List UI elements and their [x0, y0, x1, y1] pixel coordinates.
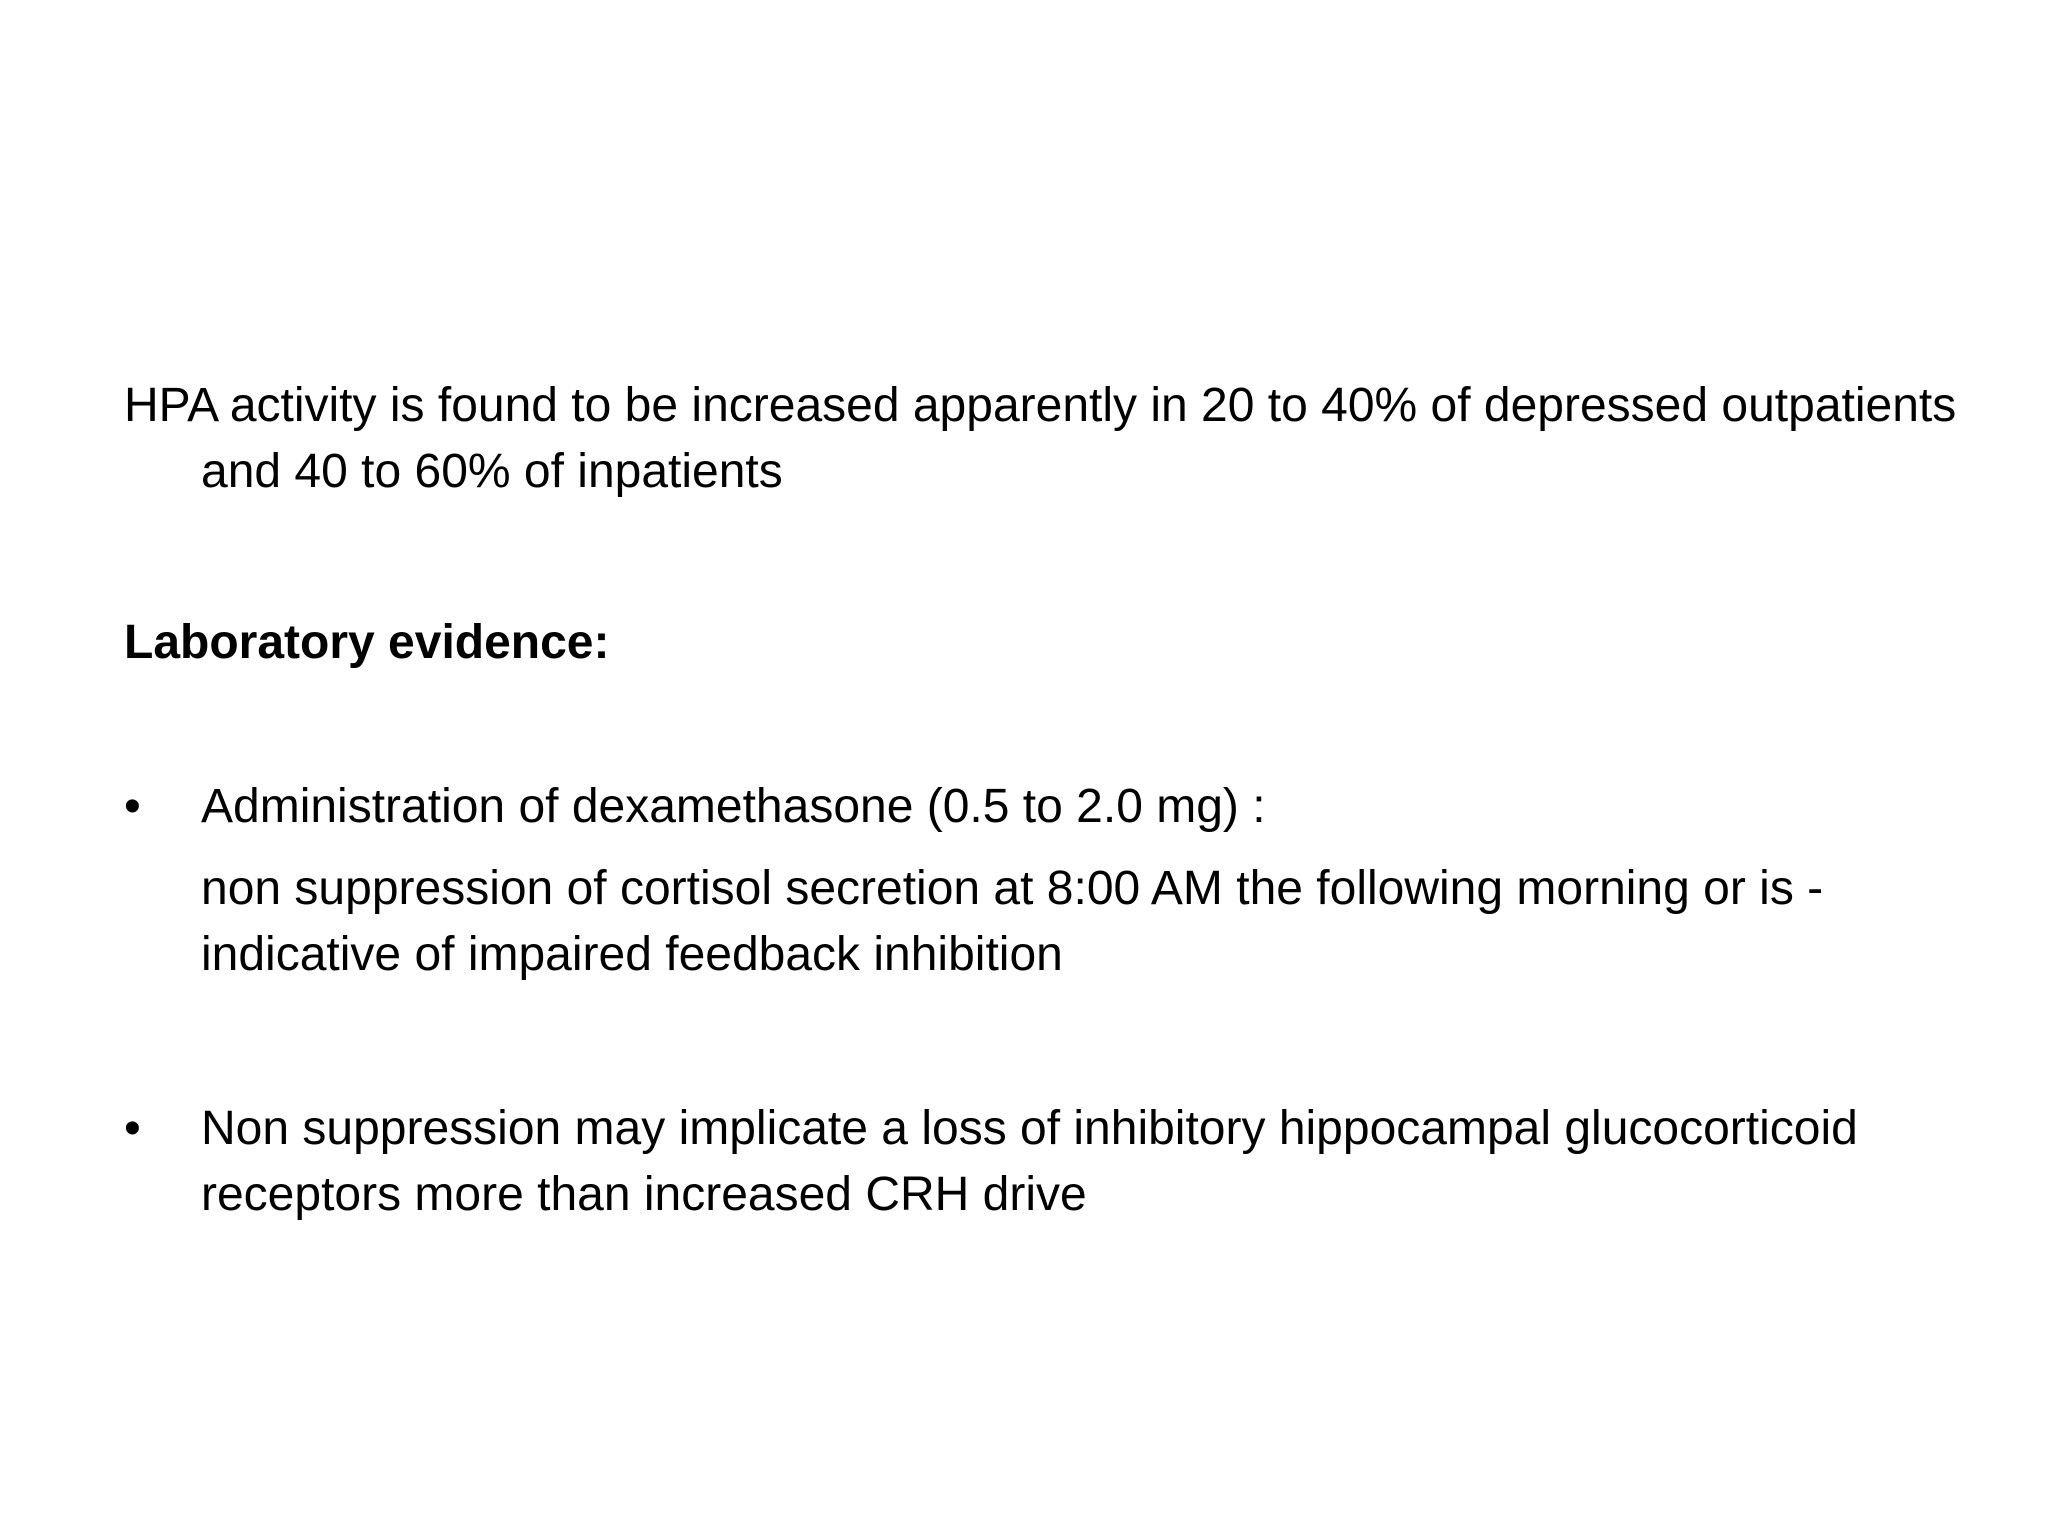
- bullet-text: Administration of dexamethasone (0.5 to 2.0 mg) :: [201, 780, 1266, 833]
- bullet-icon: •: [124, 780, 141, 833]
- bullet-icon: •: [124, 1102, 141, 1155]
- bullet-text: Non suppression may implicate a loss of inhibitory hippocampal glucocorticoid receptors more than increased CRH drive: [201, 1102, 1858, 1221]
- section-heading: Laboratory evidence:: [124, 616, 610, 669]
- bullet-detail: non suppression of cortisol secretion at 8:00 AM the following morning or is -indicative of impaired feedback inhibition: [201, 862, 1824, 981]
- bullet-item-non-suppression: [124, 1096, 1964, 1228]
- intro-paragraph: HPA activity is found to be increased apparently in 20 to 40% of depressed outpatients and 40 to 60% of inpatients: [124, 379, 1957, 498]
- bullet-item-dexamethasone: [124, 774, 1964, 840]
